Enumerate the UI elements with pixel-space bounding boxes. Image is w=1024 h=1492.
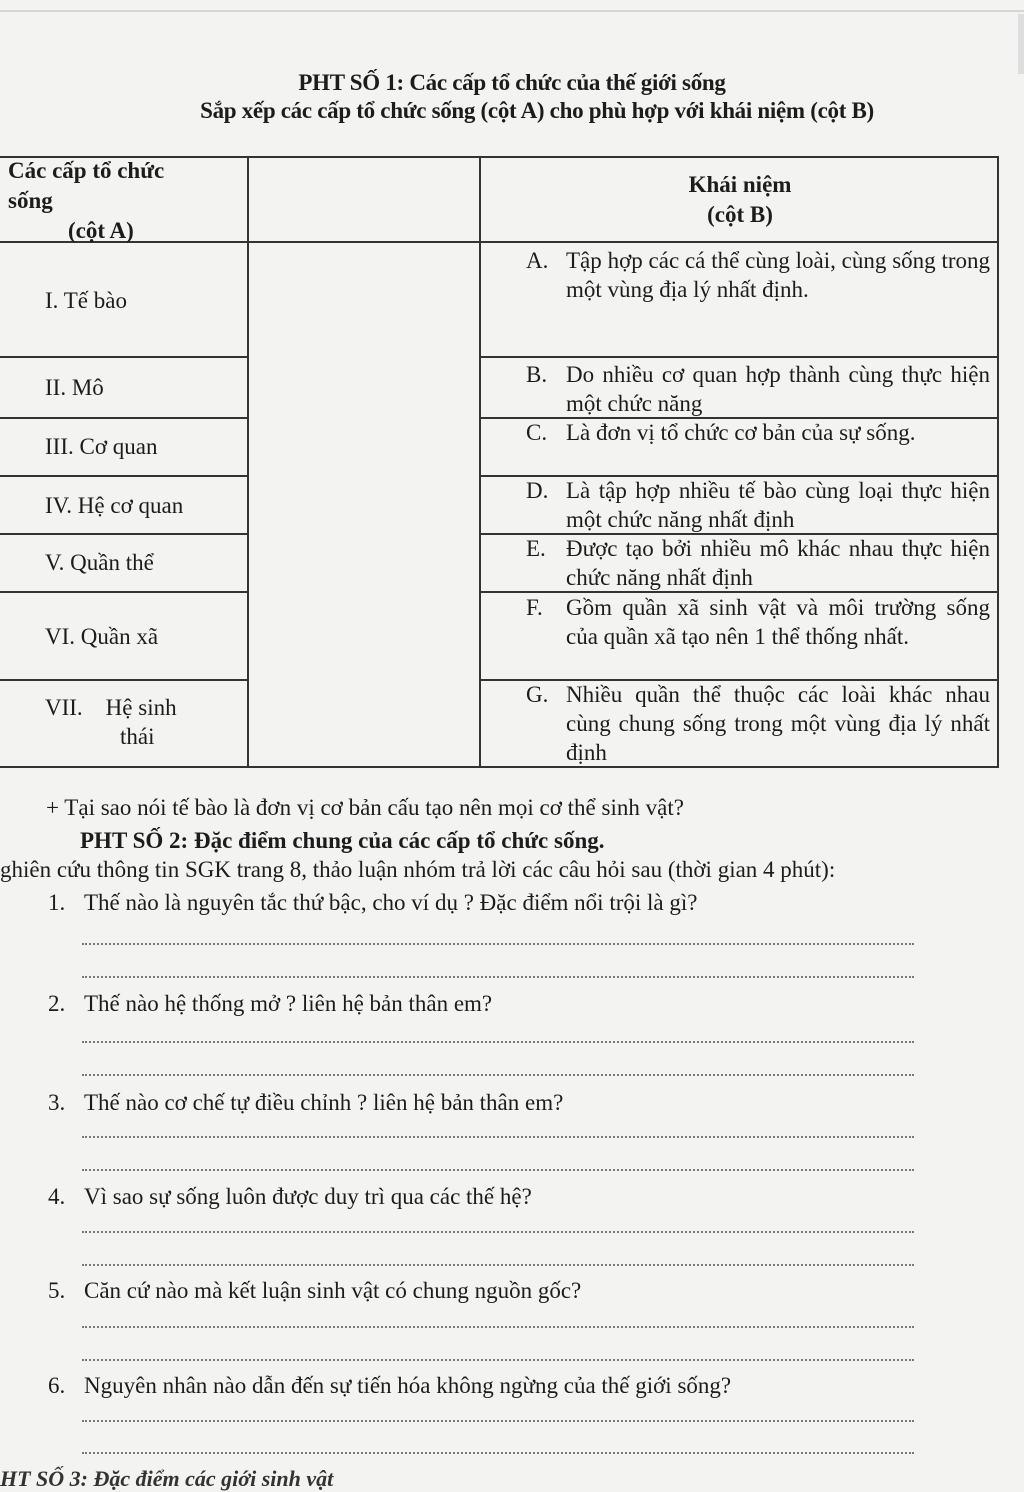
question-text: Nguyên nhân nào dẫn đến sự tiến hóa không ngừng của thế giới sống? <box>84 1373 732 1398</box>
concept-text: Do nhiều cơ quan hợp thành cùng thực hiện một chức năng <box>566 362 990 416</box>
level-item: thái <box>120 724 155 749</box>
concept-label: B. <box>526 362 548 387</box>
answer-line[interactable] <box>82 1264 914 1266</box>
question-4 <box>48 1184 532 1210</box>
pht1-title: PHT SỐ 1: Các cấp tổ chức của thế giới sống <box>298 70 726 95</box>
answer-line[interactable] <box>82 1074 914 1076</box>
level-item: V. Quần thể <box>45 550 154 575</box>
question-number: 4. <box>48 1184 66 1209</box>
question-1 <box>48 890 697 916</box>
header-text: (cột A) <box>68 218 134 243</box>
level-item: III. Cơ quan <box>45 434 158 459</box>
answer-line[interactable] <box>82 1041 914 1043</box>
answer-line[interactable] <box>82 1169 914 1171</box>
level-item: IV. Hệ cơ quan <box>45 493 184 518</box>
instruction-text: ghiên cứu thông tin SGK trang 8, thảo luận nhóm trả lời các câu hỏi sau (thời gian 4 phút): <box>0 857 836 882</box>
question-text: Thế nào hệ thống mở ? liên hệ bản thân em? <box>84 991 493 1016</box>
question-number: 5. <box>48 1278 66 1303</box>
answer-line[interactable] <box>82 1452 914 1454</box>
question-2 <box>48 991 492 1017</box>
answer-line[interactable] <box>82 1326 914 1328</box>
pht2-title: PHT SỐ 2: Đặc điểm chung của các cấp tổ chức sống. <box>80 828 605 853</box>
question-6 <box>48 1373 731 1399</box>
page-edge <box>1018 14 1024 74</box>
header-text: Các cấp tổ chức <box>8 158 165 183</box>
header-text: (cột B) <box>707 202 773 227</box>
concept-label: C. <box>526 420 548 445</box>
table-border <box>480 156 999 158</box>
concept-label: F. <box>526 595 543 620</box>
column-b-header <box>480 170 1000 230</box>
top-border <box>0 10 1024 12</box>
concept-item <box>526 476 990 534</box>
question-number: 6. <box>48 1373 66 1398</box>
concept-text: Nhiều quần thể thuộc các loài khác nhau cùng chung sống trong một vùng địa lý nhất định <box>566 682 990 765</box>
row-line <box>0 679 248 681</box>
answer-line[interactable] <box>82 1420 914 1422</box>
question-text: Thế nào là nguyên tắc thứ bậc, cho ví dụ ? Đặc điểm nổi trội là gì? <box>84 890 698 915</box>
row-line <box>0 356 248 358</box>
cut-off-heading: HT SỐ 3: Đặc điểm các giới sinh vật <box>0 1466 334 1491</box>
concept-label: D. <box>526 478 549 503</box>
answer-line[interactable] <box>82 976 914 978</box>
question-number: 3. <box>48 1090 66 1115</box>
question-3 <box>48 1090 563 1116</box>
concept-text: Là đơn vị tổ chức cơ bản của sự sống. <box>566 420 916 445</box>
column-line <box>997 156 999 768</box>
answer-line[interactable] <box>82 943 914 945</box>
column-a-header <box>8 156 248 246</box>
level-item: VI. Quần xã <box>45 624 159 649</box>
concept-label: A. <box>526 248 549 273</box>
concept-item <box>526 418 990 447</box>
concept-text: Được tạo bởi nhiều mô khác nhau thực hiện chức năng nhất định <box>566 536 990 590</box>
concept-label: G. <box>526 682 549 707</box>
level-item: I. Tế bào <box>45 288 127 313</box>
table-border <box>248 156 480 158</box>
header-text: Khái niệm <box>688 172 792 197</box>
answer-line[interactable] <box>82 1136 914 1138</box>
question-intro: + Tại sao nói tế bào là đơn vị cơ bản cấu tạo nên mọi cơ thể sinh vật? <box>46 795 684 820</box>
row-line <box>0 533 248 535</box>
question-5 <box>48 1278 581 1304</box>
row-line <box>480 356 999 358</box>
question-text: Vì sao sự sống luôn được duy trì qua các thế hệ? <box>84 1184 532 1209</box>
question-text: Thế nào cơ chế tự điều chỉnh ? liên hệ bản thân em? <box>84 1090 564 1115</box>
concept-text: Tập hợp các cá thể cùng loài, cùng sống trong một vùng địa lý nhất định. <box>566 248 990 302</box>
concept-text: Gồm quần xã sinh vật và môi trường sống của quần xã tạo nên 1 thể thống nhất. <box>566 595 990 649</box>
concept-item <box>526 246 990 304</box>
level-item: VII. Hệ sinh <box>45 695 177 720</box>
concept-item <box>526 360 990 418</box>
answer-line[interactable] <box>82 1359 914 1361</box>
row-line <box>0 475 248 477</box>
concept-item <box>526 680 990 767</box>
column-line <box>479 156 481 768</box>
answer-line[interactable] <box>82 1231 914 1233</box>
question-text: Căn cứ nào mà kết luận sinh vật có chung nguồn gốc? <box>84 1278 582 1303</box>
concept-label: E. <box>526 536 546 561</box>
concept-item <box>526 534 990 592</box>
row-line <box>0 417 248 419</box>
column-line <box>247 156 249 768</box>
concept-item <box>526 593 990 651</box>
matching-table <box>0 156 999 768</box>
question-number: 2. <box>48 991 66 1016</box>
concept-text: Là tập hợp nhiều tế bào cùng loại thực hiện một chức năng nhất định <box>566 478 990 532</box>
row-line <box>0 591 248 593</box>
level-item: II. Mô <box>45 375 104 400</box>
pht1-subtitle: Sắp xếp các cấp tổ chức sống (cột A) cho phù hợp với khái niệm (cột B) <box>200 98 874 123</box>
question-number: 1. <box>48 890 66 915</box>
header-text: sống <box>8 188 53 213</box>
